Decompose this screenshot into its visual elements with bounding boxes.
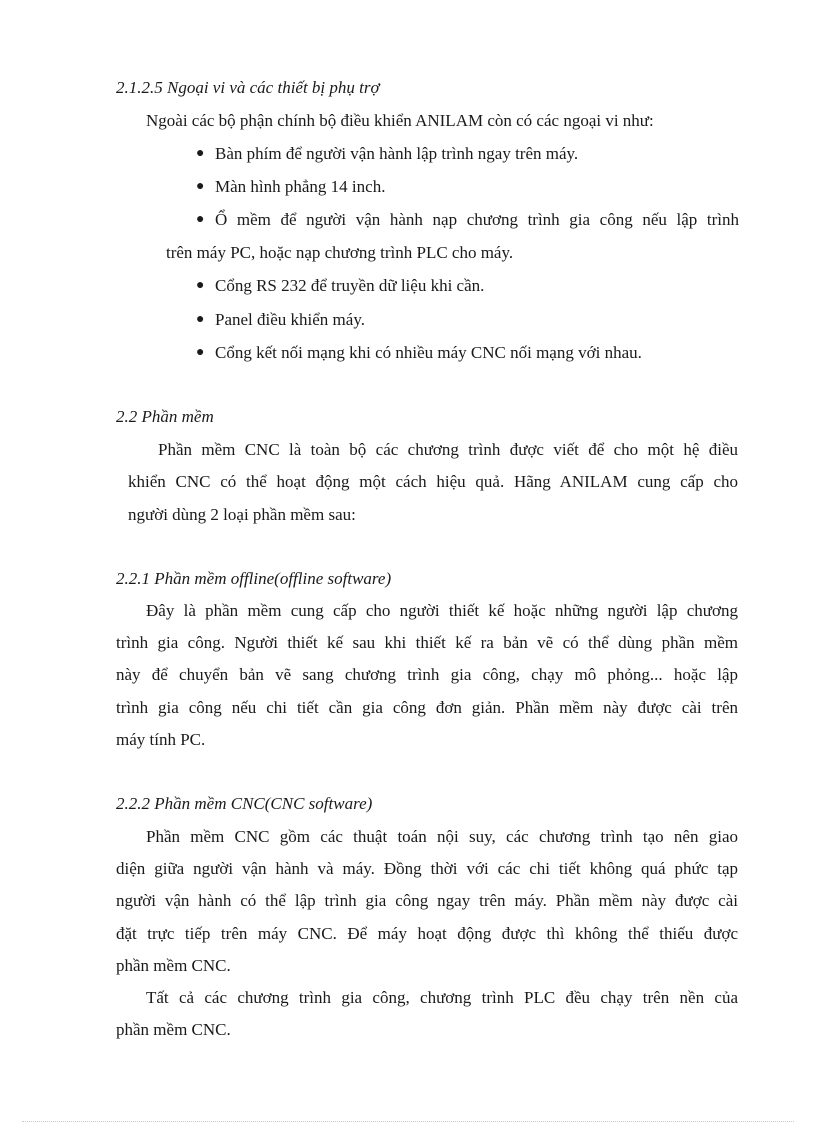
paragraph-line: phần mềm CNC. bbox=[116, 1020, 231, 1039]
paragraph-line: phần mềm CNC. bbox=[116, 956, 231, 975]
paragraph-line: diện giữa người vận hành và máy. Đồng thời với các chi tiết không quá phức tạp bbox=[116, 859, 738, 878]
paragraph-line: đặt trực tiếp trên máy CNC. Để máy hoạt động được thì không thể thiếu được bbox=[116, 924, 738, 943]
paragraph-line: người dùng 2 loại phần mềm sau: bbox=[128, 505, 356, 524]
paragraph-line: máy tính PC. bbox=[116, 730, 206, 749]
bullet-item: Màn hình phẳng 14 inch. bbox=[215, 177, 386, 196]
paragraph-line: người vận hành có thể lập trình gia công ngay trên máy. Phần mềm này được cài bbox=[116, 891, 738, 910]
heading-peripherals: 2.1.2.5 Ngoại vi và các thiết bị phụ trợ bbox=[116, 78, 380, 97]
peripherals-intro: Ngoài các bộ phận chính bộ điều khiển ANILAM còn có các ngoại vi như: bbox=[146, 111, 654, 130]
page-bottom-rule bbox=[22, 1121, 794, 1122]
paragraph-line: này để chuyển bản vẽ sang chương trình gia công, chạy mô phỏng... hoặc lập bbox=[116, 665, 738, 684]
paragraph-line: Phần mềm CNC gồm các thuật toán nội suy, các chương trình tạo nên giao bbox=[146, 827, 738, 846]
heading-software: 2.2 Phần mềm bbox=[116, 407, 214, 426]
bullet-item: Bàn phím để người vận hành lập trình ngay trên máy. bbox=[215, 144, 579, 163]
bullet-item: Cổng RS 232 để truyền dữ liệu khi cần. bbox=[215, 276, 485, 295]
paragraph-line: Phần mềm CNC là toàn bộ các chương trình được viết để cho một hệ điều bbox=[158, 440, 738, 459]
bullet-dot: ● bbox=[196, 179, 205, 194]
bullet-dot: ● bbox=[196, 278, 205, 293]
bullet-dot: ● bbox=[196, 312, 205, 327]
bullet-dot: ● bbox=[196, 146, 205, 161]
heading-cnc-software: 2.2.2 Phần mềm CNC(CNC software) bbox=[116, 794, 373, 813]
paragraph-line: trình gia công nếu chi tiết cần gia công đơn giản. Phần mềm này được cài trên bbox=[116, 698, 738, 717]
bullet-item: Panel điều khiển máy. bbox=[215, 310, 365, 329]
paragraph-line: khiển CNC có thể hoạt động một cách hiệu quả. Hãng ANILAM cung cấp cho bbox=[128, 472, 738, 491]
bullet-item-continuation: trên máy PC, hoặc nạp chương trình PLC cho máy. bbox=[166, 243, 514, 262]
bullet-item: Cổng kết nối mạng khi có nhiều máy CNC nối mạng với nhau. bbox=[215, 343, 642, 362]
bullet-dot: ● bbox=[196, 345, 205, 360]
bullet-dot: ● bbox=[196, 212, 205, 227]
heading-offline-software: 2.2.1 Phần mềm offline(offline software) bbox=[116, 569, 392, 588]
paragraph-line: Tất cả các chương trình gia công, chương trình PLC đều chạy trên nền của bbox=[146, 988, 738, 1007]
paragraph-line: trình gia công. Người thiết kế sau khi thiết kế ra bản vẽ có thể dùng phần mềm bbox=[116, 633, 738, 652]
bullet-item: Ổ mềm để người vận hành nạp chương trình gia công nếu lập trình bbox=[215, 210, 739, 229]
paragraph-line: Đây là phần mềm cung cấp cho người thiết kế hoặc những người lập chương bbox=[146, 601, 738, 620]
